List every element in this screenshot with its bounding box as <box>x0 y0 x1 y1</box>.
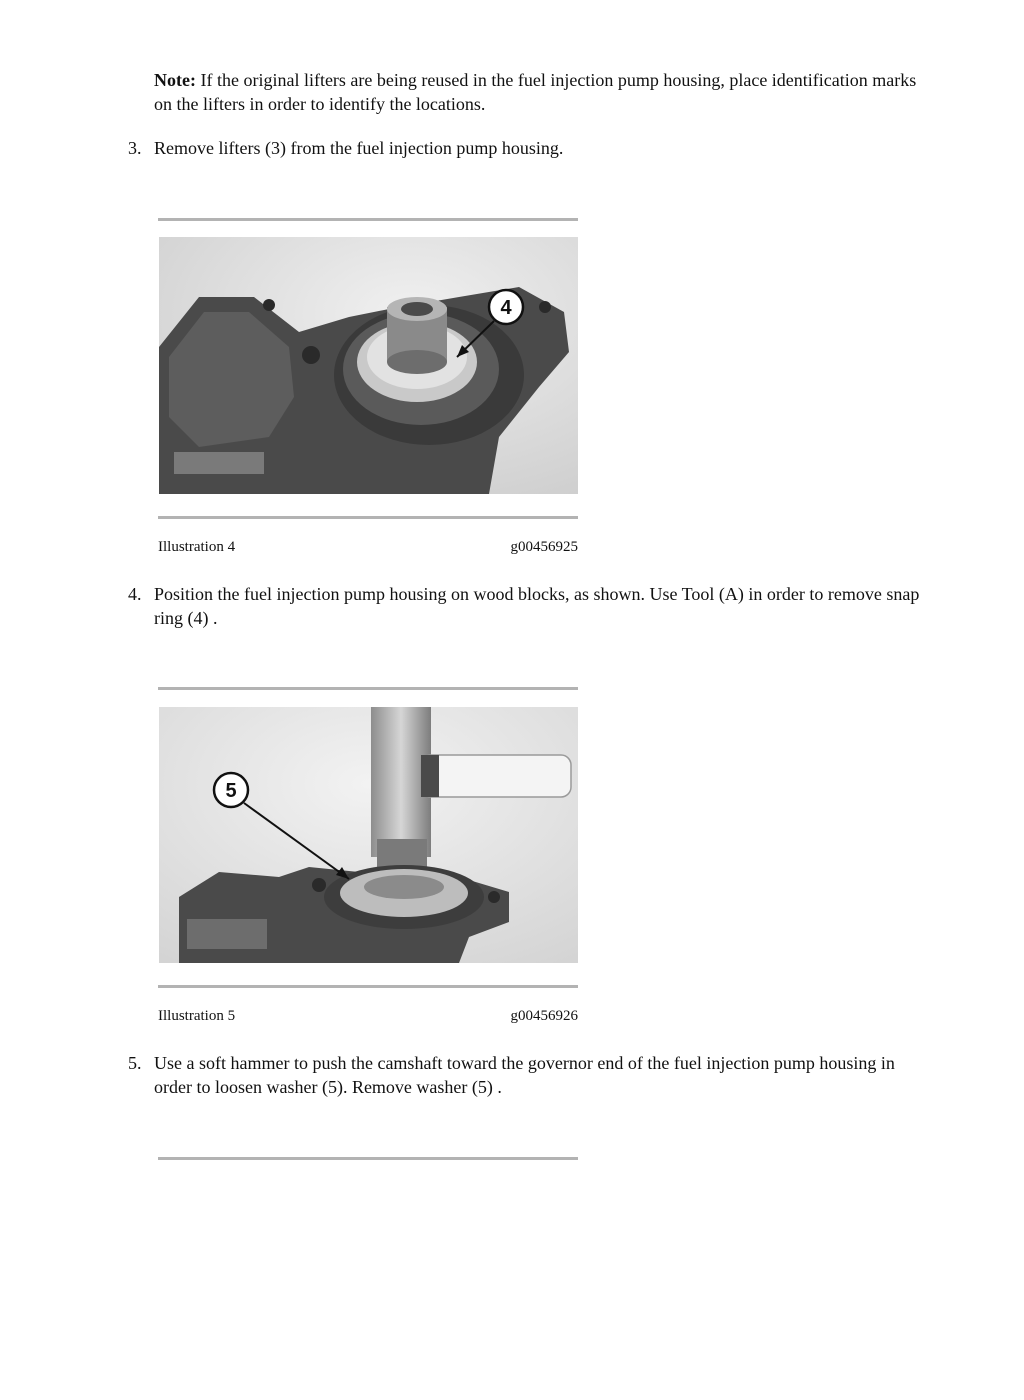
illustration-5-caption <box>158 1007 578 1025</box>
step-3 <box>128 136 928 160</box>
step-text: Use a soft hammer to push the camshaft toward the governor end of the fuel injection pump housing in order to loosen washer (5). Remove washer (5) . <box>154 1053 895 1097</box>
illustration-ref: g00456925 <box>510 539 578 555</box>
illustration-bottom-rule <box>158 985 578 988</box>
step-5 <box>128 1051 928 1099</box>
illustration-ref: g00456926 <box>510 1008 578 1024</box>
step-text: Position the fuel injection pump housing on wood blocks, as shown. Use Tool (A) in order to remove snap ring (4) . <box>154 584 920 628</box>
illustration-4-caption <box>158 538 578 556</box>
illustration-label: Illustration 4 <box>158 539 236 555</box>
illustration-top-rule <box>158 1157 578 1160</box>
callout-4: 4 <box>500 297 512 319</box>
illustration-top-rule <box>158 687 578 690</box>
note-paragraph <box>154 68 934 116</box>
step-number: 3. <box>128 138 142 158</box>
step-text: Remove lifters (3) from the fuel injection pump housing. <box>154 138 564 158</box>
illustration-bottom-rule <box>158 516 578 519</box>
step-4 <box>128 582 928 630</box>
note-label: Note: <box>154 70 196 90</box>
note-text: If the original lifters are being reused in the fuel injection pump housing, place identification marks on the lifters in order to identify the locations. <box>154 70 917 114</box>
step-number: 4. <box>128 584 142 604</box>
illustration-top-rule <box>158 218 578 221</box>
illustration-label: Illustration 5 <box>158 1008 236 1024</box>
illustration-4-photo <box>159 237 578 494</box>
illustration-5-photo <box>159 707 578 963</box>
step-number: 5. <box>128 1053 142 1073</box>
callout-5: 5 <box>225 780 237 802</box>
